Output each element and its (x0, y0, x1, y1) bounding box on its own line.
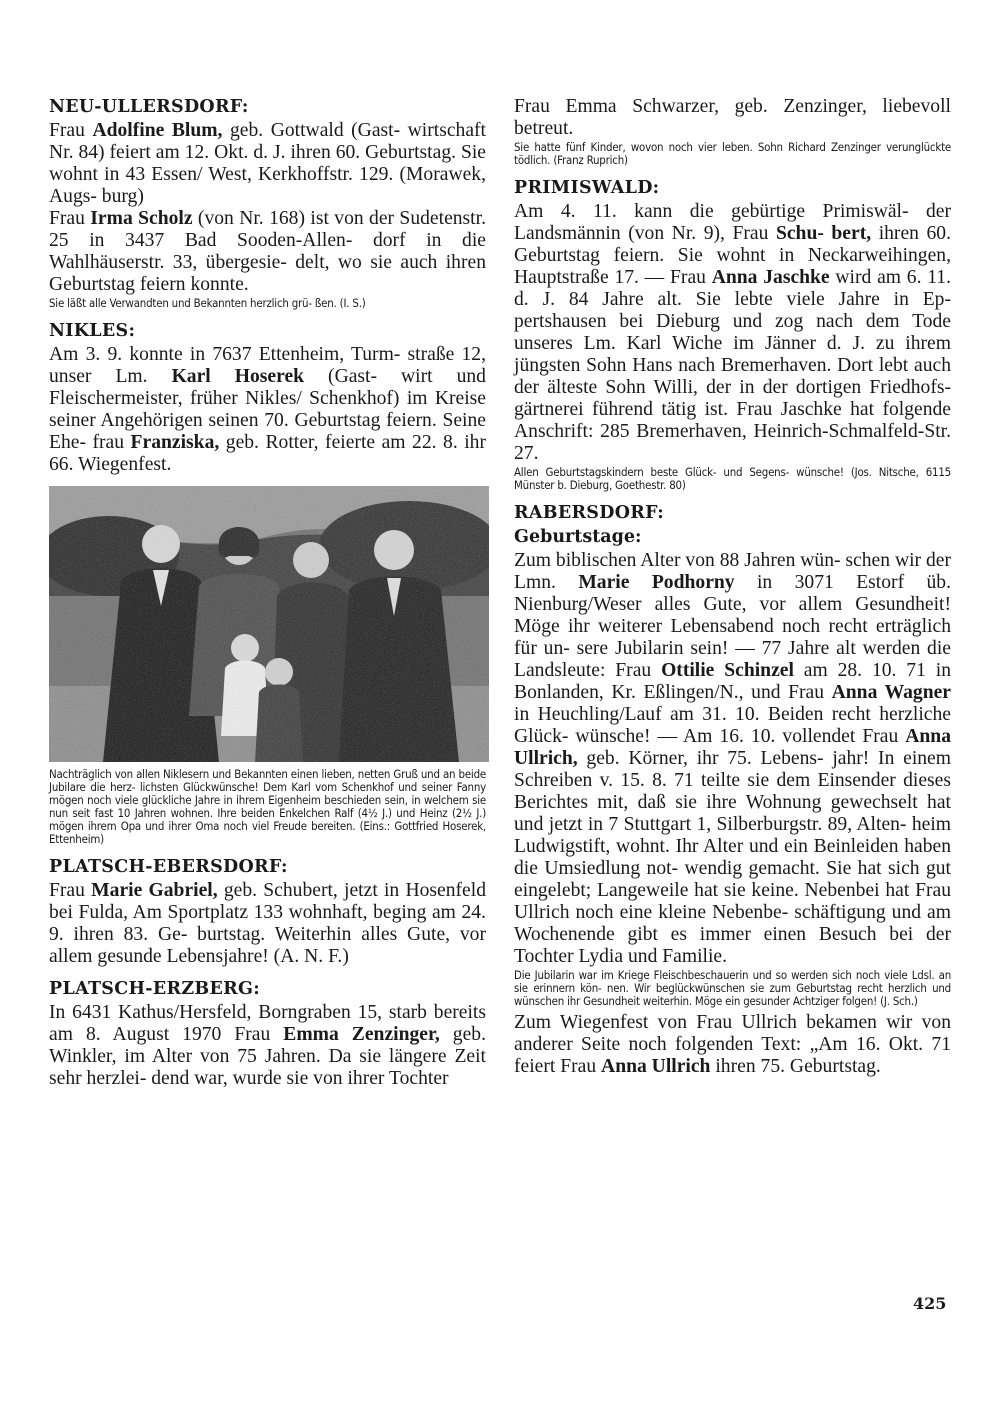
text-segment: Frau Emma Schwarzer, geb. Zenzinger, liebevoll betreut. (514, 96, 951, 139)
text-segment: geb. Körner, ihr 75. Lebens- jahr! In einem Schreiben v. 15. 8. 71 teilte sie dem Einsender dieses Berichtes mit, daß sie ihre Wohnung gewechselt hat und jetzt in 7 Stuttgart 1, Silberburgstr. 89, Alten- heim Ludwigstift, wohnt. Ihr Alter und ein Beinleiden haben die Umsiedlung not- wendig gemacht. Sie hat sich gut eingelebt; Langeweile hat sie keine. Nebenbei hat Frau Ullrich noch eine kleine Nebenbe- schäftigung und am Wochenende gibt es immer einen Besuch bei der Tochter Lydia und Familie. (514, 748, 951, 967)
person-name: Anna Ullrich (601, 1056, 711, 1077)
person-name: Anna Wagner (831, 682, 951, 703)
text-segment: Frau (49, 880, 92, 901)
text-segment: Zum Wiegenfest von Frau Ullrich bekamen wir von anderer Seite noch folgenden Text: „Am 16. Okt. 71 feiert Frau (514, 1012, 951, 1077)
person-name: Schu- bert, (775, 223, 872, 244)
left-column (49, 96, 486, 1090)
paragraph (49, 208, 486, 296)
text-segment: geb. Schubert, jetzt in Hosenfeld bei Fulda, Am Sportplatz 133 wohnhaft, beging am 24. 9. ihren 83. Ge- burtstag. Weiterhin alles Gute, vor allem gesunde Lebensjahre! (A. N. F.) (49, 880, 486, 967)
text-segment: Zum biblischen Alter von 88 Jahren wün- schen wir der Lmn. (514, 550, 951, 593)
subheading-geburtstage: Geburtstage: (514, 527, 642, 547)
person-name: Franziska, (130, 432, 220, 453)
heading-nikles: NIKLES: (49, 321, 136, 341)
text-segment: (von Nr. 168) ist von der Sudetenstr. 25 in 3437 Bad Sooden-Allen- dorf in die Wahlhäuserstr. 33, übergesie- delt, wo sie auch ihren Geburtstag feiern konnte. (49, 208, 486, 295)
heading-rabersdorf: RABERSDORF: (514, 503, 664, 523)
person-name: Irma Scholz (90, 208, 193, 229)
paragraph (49, 344, 486, 476)
text-segment: Am 4. 11. kann die gebürtige Primiswäl- der Landsmännin (von Nr. 9), Frau (514, 201, 951, 244)
text-segment: in Heuchling/Lauf am 31. 10. Beiden recht herzliche Glück- wünsche! — Am 16. 10. vollendet Frau (514, 704, 951, 747)
note: Sie läßt alle Verwandten und Bekannten herzlich grü- ßen. (I. S.) (49, 296, 366, 310)
page-number: 425 (913, 1294, 947, 1313)
text-segment: in 3071 Estorf üb. Nienburg/Weser alles Gute, vor allem Gesundheit! Möge ihr weiterer Lebensabend noch recht erträglich für un- sere Jubilarin sein! — 77 Jahre alt werden die Landsleute: Frau (514, 572, 951, 681)
right-column (514, 96, 951, 1078)
person-name: Marie Podhorny (578, 572, 735, 593)
text-segment: wird am 6. 11. d. J. 84 Jahre alt. Sie lebte viele Jahre in Ep- pertshausen bei Dieburg und zog nach dem Tode unseres Lm. Karl Wiche im Jänner d. J. zu ihrem jüngsten Sohn Hans nach Bremerhaven. Dort lebt auch der älteste Sohn Willi, der in der dortigen Friedhofs- gärtnerei führend tätig ist. Frau Jaschke hat folgende Anschrift: 285 Bremerhaven, Heinrich-Schmalfeld-Str. 27. (514, 267, 951, 464)
person-name: Emma Zenzinger, (283, 1024, 440, 1045)
note: Die Jubilarin war im Kriege Fleischbeschauerin und so werden sich noch viele Ldsl. an sie erinnern kön- nen. Wir beglückwünschen sie zum Geburtstag recht herzlich und wünschen ihr Gesundheit weiterhin. Möge ein gesunder Achtziger folgen! (J. Sch.) (514, 968, 951, 1008)
person-name: Ottilie Schinzel (661, 660, 794, 681)
text-segment: (Gast- wirt und Fleischermeister, früher Nikles/ Schenkhof) im Kreise seiner Angehörigen seinen 70. Geburtstag feiern. Seine Ehe- frau (49, 366, 486, 453)
heading-neu-ullersdorf: NEU-ULLERSDORF: (49, 97, 249, 117)
paragraph (49, 880, 486, 968)
note: Allen Geburtstagskindern beste Glück- und Segens- wünsche! (Jos. Nitsche, 6115 Münster b. Dieburg, Goethestr. 80) (514, 465, 951, 492)
text-segment: ihren 60. Geburtstag feiern. Sie wohnt in Neckarweihingen, Hauptstraße 17. — Frau (514, 223, 951, 288)
text-segment: am 28. 10. 71 in Bonlanden, Kr. Eßlingen/N., und Frau (514, 660, 952, 703)
text-segment: geb. Winkler, im Alter von 75 Jahren. Da sie längere Zeit sehr herzlei- dend war, wurde sie von ihrer Tochter (49, 1024, 486, 1089)
paragraph (49, 1002, 486, 1090)
text-segment: In 6431 Kathus/Hersfeld, Borngraben 15, starb bereits am 8. August 1970 Frau (49, 1002, 486, 1045)
text-segment: Frau (49, 208, 91, 229)
person-name: Marie Gabriel, (91, 880, 218, 901)
photo-caption: Nachträglich von allen Niklesern und Bekannten einen lieben, netten Gruß und an beide Jubilare die herz- lichsten Glückwünsche! Dem Karl vom Schenkhof und seiner Fanny mögen noch viele glückliche Jahre in ihrem Eigenheim beschieden sein, in welchem sie nun seit fast 10 Jahren wohnen. Ihre beiden Enkelchen Ralf (4½ J.) und Heinz (2½ J.) mögen ihrem Opa und ihrer Oma noch viel Freude bereiten. (Eins.: Gottfried Hoserek, Ettenheim) (49, 767, 486, 846)
person-name: Anna Jaschke (711, 267, 830, 288)
text-segment: geb. Rotter, feierte am 22. 8. ihr 66. Wiegenfest. (49, 432, 487, 475)
family-photo (49, 486, 489, 762)
person-name: Adolfine Blum, (92, 120, 223, 141)
paragraph (514, 201, 951, 465)
text-segment: Am 3. 9. konnte in 7637 Ettenheim, Turm- straße 12, unser Lm. (49, 344, 486, 387)
paragraph (514, 1012, 951, 1078)
paragraph (514, 550, 951, 968)
heading-primiswald: PRIMISWALD: (514, 178, 660, 198)
paragraph (49, 120, 486, 208)
person-name: Anna Ullrich, (514, 726, 951, 769)
paragraph (514, 96, 951, 140)
heading-platsch-erzberg: PLATSCH-ERZBERG: (49, 979, 261, 999)
text-segment: geb. Gottwald (Gast- wirtschaft Nr. 84) feiert am 12. Okt. d. J. ihren 60. Geburtstag. Sie wohnt in 43 Essen/ West, Kerkhoffstr. 129. (Morawek, Augs- burg) (49, 120, 486, 207)
text-segment: Frau (49, 120, 93, 141)
note: Sie hatte fünf Kinder, wovon noch vier leben. Sohn Richard Zenzinger verunglückte tödlich. (Franz Ruprich) (514, 140, 951, 167)
person-name: Karl Hoserek (171, 366, 305, 387)
heading-platsch-ebersdorf: PLATSCH-EBERSDORF: (49, 857, 288, 877)
text-segment: ihren 75. Geburtstag. (710, 1056, 881, 1077)
